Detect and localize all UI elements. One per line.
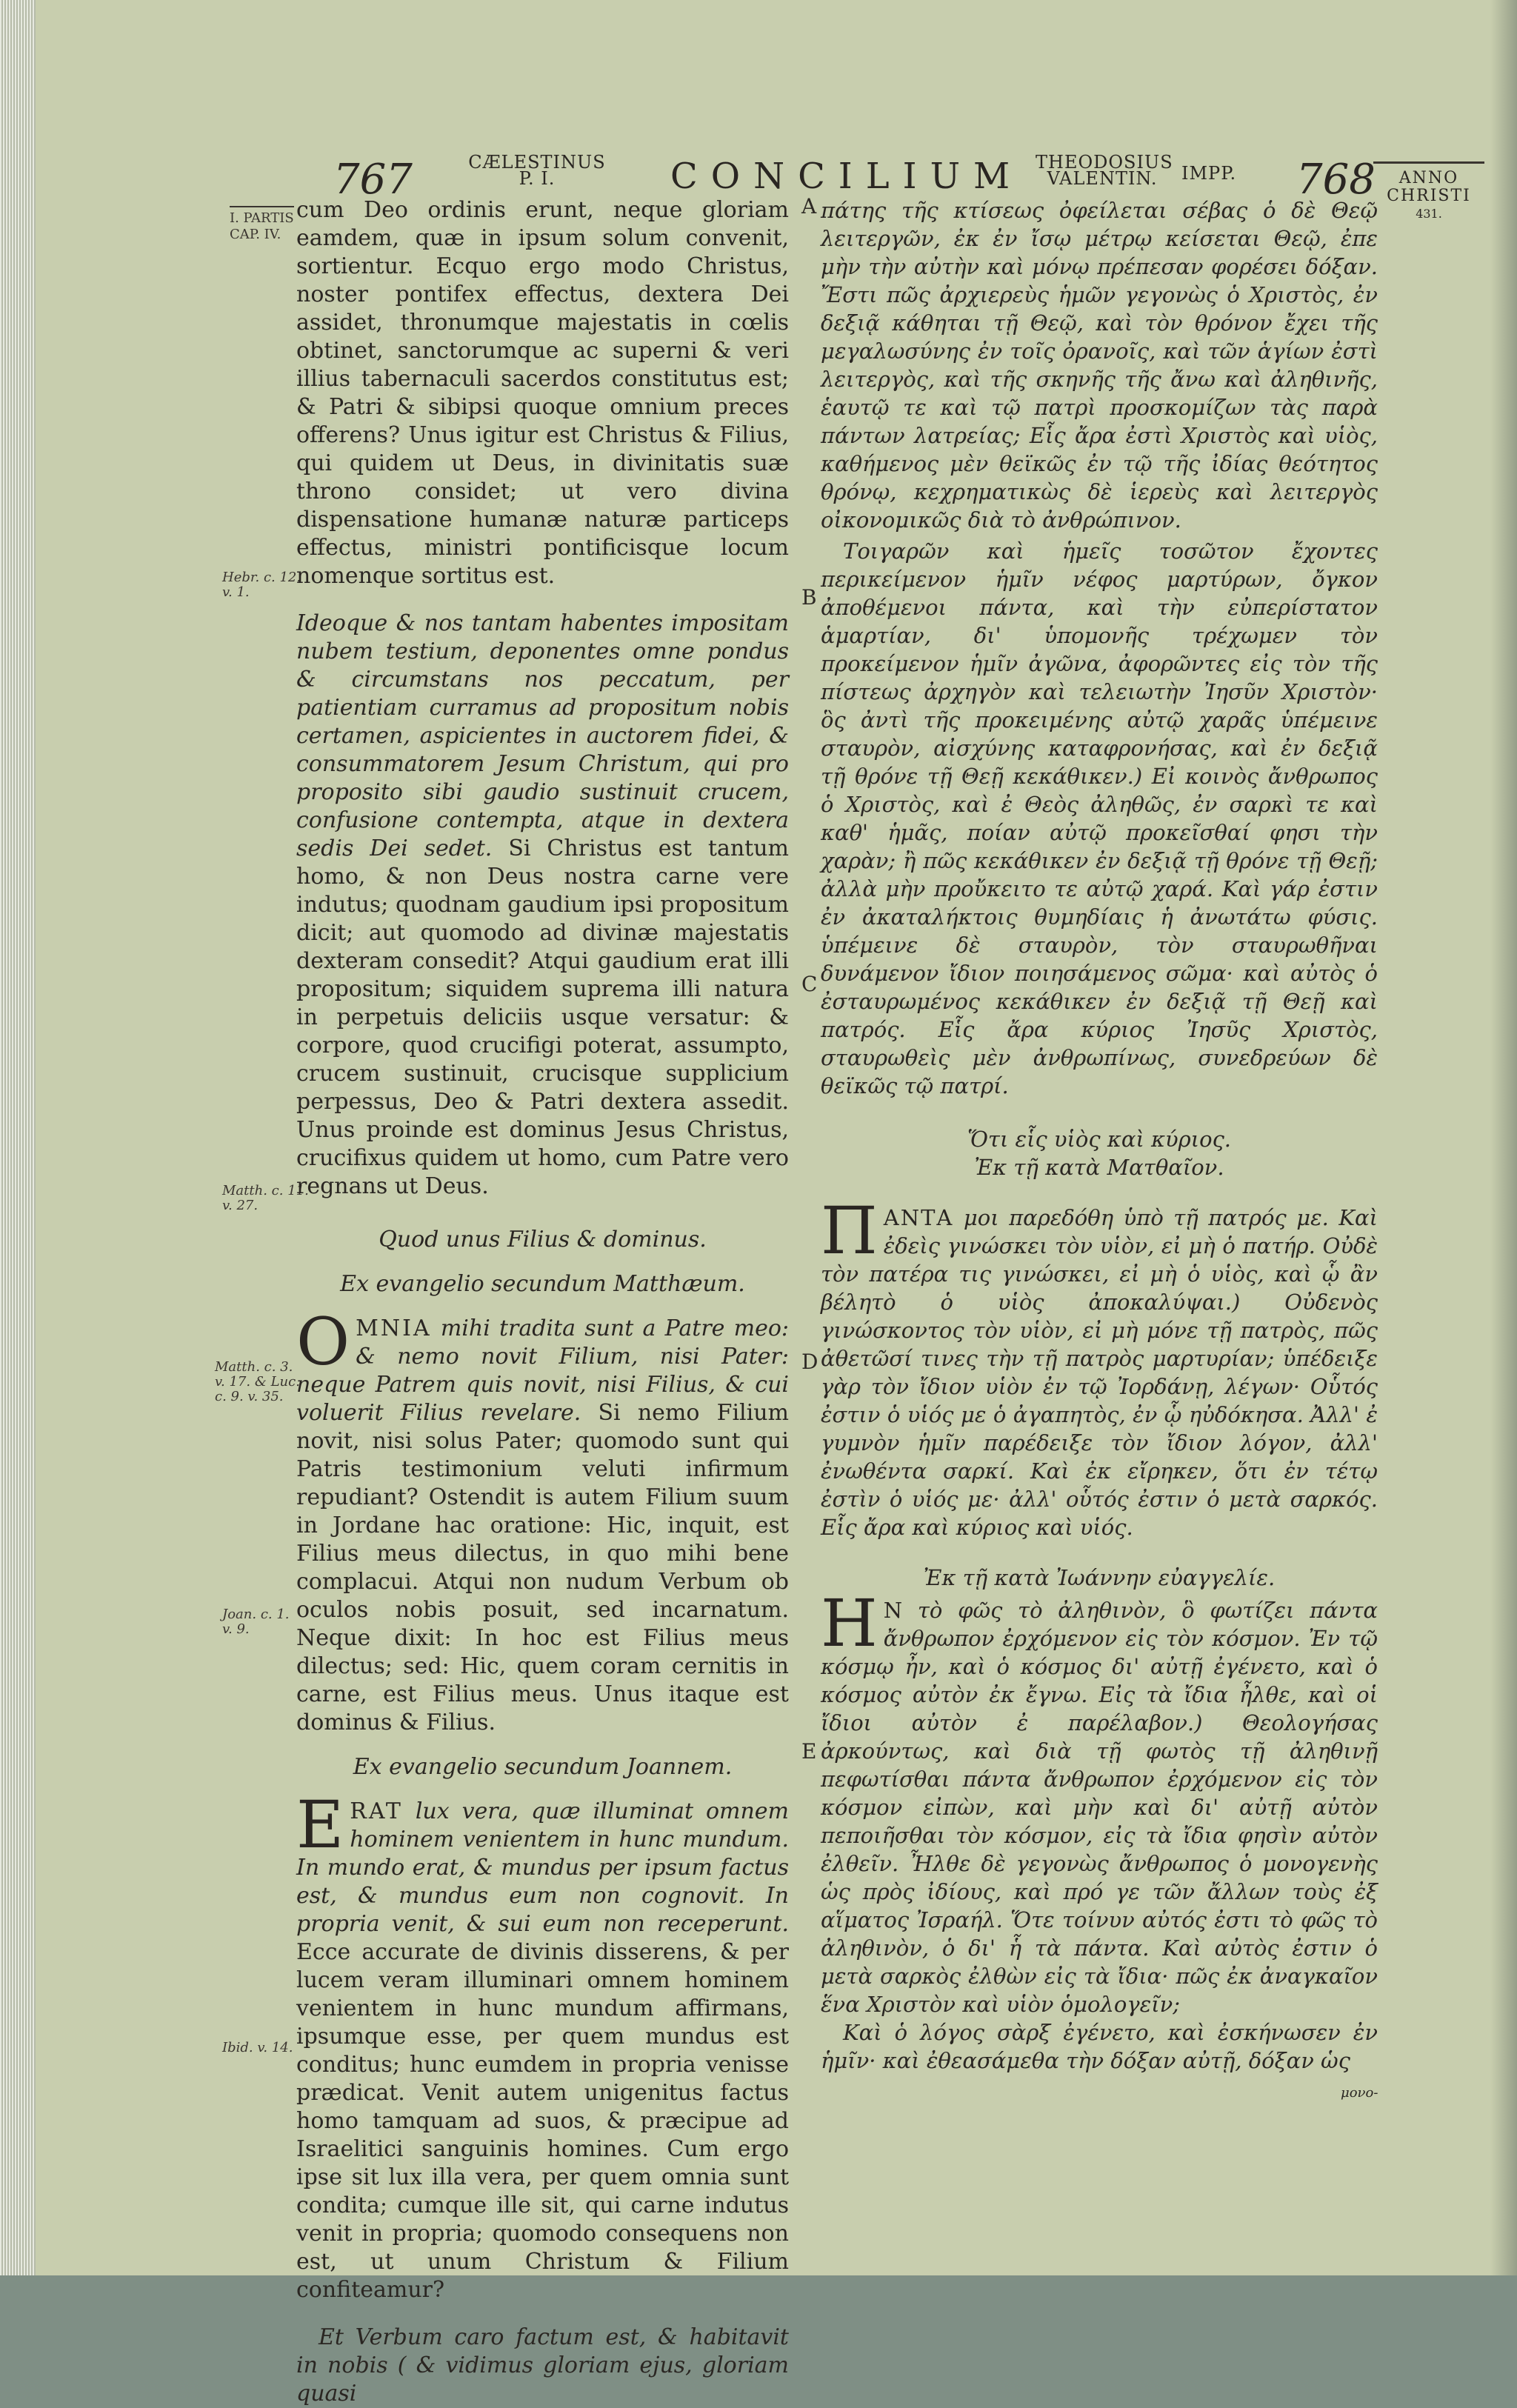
greek-dropcap-pi: Π <box>821 1193 878 1269</box>
left-page-number: 767 <box>333 156 413 204</box>
page-stack-edge <box>0 0 36 2275</box>
latin-dropcap-o: O <box>296 1304 350 1380</box>
right-running-suffix: IMPP. <box>1181 163 1237 184</box>
latin-paragraph-4 <box>296 1787 789 2304</box>
greek-first-word-panta: ΑΝΤΑ <box>883 1205 954 1230</box>
greek-heading-unus-filius: Ὅτι εἷς υἱὸς καὶ κύριος. <box>967 1127 1232 1152</box>
column-letter-d: D <box>801 1350 818 1374</box>
greek-paragraph-3 <box>821 1193 1378 1541</box>
latin-paragraph-3 <box>296 1304 789 1737</box>
center-title: CONCILIUM <box>670 156 1024 197</box>
greek-commentary-3: μοι παρεδόθη ὑπὸ τῇ πατρός με. Καὶ ἐδεὶς γινώσκει τὸν υἱὸν, εἰ μὴ ὁ πατήρ. Οὐδὲ τὸν πατέρα τις γινώσκει, εἰ μὴ ὁ υἱὸς, καὶ ᾧ ἂν βέλητὸ ὁ υἱὸς ἀποκαλύψαι.) Οὐδενὸς γινώσκοντος τὸν υἱὸν, εἰ μὴ μόνε τῇ πατρὸς, πῶς ἀθετῶσί τινες τὴν τῇ πατρὸς μαρτυρίαν; ὑπέδειξε γὰρ τὸν ἴδιον υἱὸν ἐν τῷ Ἰορδάνῃ, λέγων· Οὗτός ἐστιν ὁ υἱός με ὁ ἀγαπητὸς, ἐν ᾧ ηὐδόκησα. Ἀλλ' ἐ γυμνὸν ἡμῖν παρέδειξε τὸν ἴδιον λόγον, ἀλλ' ἐνωθέντα σαρκί. Καὶ ἐκ εἴρηκεν, ὅτι ἐν τέτῳ ἐστὶν ὁ υἱός με· ἀλλ' οὗτός ἐστιν ὁ μετὰ σαρκός. Εἷς ἄρα καὶ κύριος καὶ υἱός. <box>821 1205 1378 1540</box>
anno-label: ANNO CHRISTI <box>1387 169 1471 205</box>
margin-note-matth-3: Matth. c. 3. v. 17. & Luc. c. 9. v. 35. <box>215 1359 300 1404</box>
latin-heading-joannem: Ex evangelio secundum Joannem. <box>353 1754 733 1780</box>
margin-note-matth-11: Matth. c. 11. v. 27. <box>222 1183 309 1213</box>
latin-dropcap-e: E <box>296 1787 344 1863</box>
latin-heading-unus-filius: Quod unus Filius & dominus. <box>379 1227 707 1253</box>
margin-note-joan: Joan. c. 1. v. 9. <box>222 1607 290 1637</box>
greek-column <box>821 196 1378 2075</box>
latin-first-word-omnia: MNIA <box>356 1315 432 1341</box>
section-reference: I. PARTIS CAP. IV. <box>230 206 294 243</box>
anno-year: 431. <box>1416 207 1442 221</box>
latin-quote-joan: lux vera, quæ illuminat omnem hominem venientem in hunc mundum. In mundo erat, & mundus per ipsum factus est, & mundus eum non cognovit. In propria venit, & sui eum non receperunt. <box>296 1798 789 1937</box>
latin-paragraph-5: Et Verbum caro factum est, & habitavit in nobis ( & vidimus gloriam ejus, gloriam quasi <box>296 2324 789 2407</box>
page-shadow <box>1490 0 1517 2275</box>
greek-first-word-en: Ν <box>883 1598 903 1623</box>
latin-commentary-3: Si nemo Filium novit, nisi solus Pater; quomodo sunt qui Patris testimonium veluti infirmum repudiant? Ostendit is autem Filium suum in Jordane hac oratione: Hic, inquit, est Filius meus dilectus, in quo mihi bene complacui. Atqui non nudum Verbum ob oculos nobis posuit, sed incarnatum. Neque dixit: In hoc est Filius meus dilectus; sed: Hic, quem coram cernitis in carne, est Filius meus. Unus itaque est dominus & Filius. <box>296 1400 789 1735</box>
margin-note-hebr: Hebr. c. 12. v. 1. <box>222 570 301 600</box>
column-letter-b: B <box>801 585 817 610</box>
anno-box <box>1373 161 1484 223</box>
latin-column <box>296 196 789 2408</box>
latin-quote-matth: mihi tradita sunt a Patre meo: & nemo novit Filium, nisi Pater: neque Patrem quis novit, nisi Filius, & cui voluerit Filius revelare. <box>296 1315 789 1426</box>
greek-heading-matthaeum: Ἐκ τῇ κατὰ Ματθαῖον. <box>974 1155 1224 1180</box>
latin-heading-matthaeum: Ex evangelio secundum Matthæum. <box>340 1271 745 1297</box>
greek-heading-joannem: Ἐκ τῇ κατὰ Ἰωάννην εὐαγγελίε. <box>923 1565 1276 1590</box>
column-letter-e: E <box>801 1739 817 1764</box>
latin-first-word-erat: RAT <box>350 1798 403 1824</box>
greek-paragraph-2: Τοιγαρῶν καὶ ἡμεῖς τοσῶτον ἔχοντες περικείμενον ἡμῖν νέφος μαρτύρων, ὄγκον ἀποθέμενοι πάντα, καὶ τὴν εὐπερίστατον ἁμαρτίαν, δι' ὑπομονῆς τρέχωμεν τὸν προκείμενον ἡμῖν ἀγῶνα, ἀφορῶντες εἰς τὸν τῆς πίστεως ἀρχηγὸν καὶ τελειωτὴν Ἰησῦν Χριστὸν· ὃς ἀντὶ τῆς προκειμένης αὐτῷ χαρᾶς ὑπέμεινε σταυρὸν, αἰσχύνης καταφρονήσας, καὶ ἐν δεξιᾷ τῇ θρόνε τῇ Θεῇ κεκάθικεν.) Εἰ κοινὸς ἄνθρωπος ὁ Χριστὸς, καὶ ἐ Θεὸς ἀληθῶς, ἐν σαρκὶ τε καὶ καθ' ἡμᾶς, ποίαν αὐτῷ προκεῖσθαί φησι τὴν χαρὰν; ἢ πῶς κεκάθικεν ἐν δεξιᾷ τῇ θρόνε τῇ Θεῇ; ἀλλὰ μὴν προὔκειτο τε αὐτῷ χαρά. Καὶ γάρ ἐστιν ἐν ἀκαταλήκτοις θυμηδίαις ἡ ἀνωτάτω φύσις. ὑπέμεινε δὲ σταυρὸν, τὸν σταυρωθῆναι δυνάμενον ἴδιον ποιησάμενος σῶμα· καὶ αὐτὸς ὁ ἐσταυρωμένος κεκάθικεν ἐν δεξιᾷ τῇ Θεῇ καὶ πατρός. Εἷς ἄρα κύριος Ἰησῦς Χριστὸς, σταυρωθεὶς μὲν ἀνθρωπίνως, συνεδρεύων δὲ θεϊκῶς τῷ πατρί. <box>821 538 1378 1098</box>
left-running-head: CÆLESTINUS P. I. <box>468 152 606 189</box>
right-running-head: THEODOSIUS VALENTIN. <box>1036 152 1173 189</box>
latin-quote-hebr: Ideoque & nos tantam habentes impositam nubem testium, deponentes omne pondus & circumstans nos peccatum, per patientiam curramus ad propositum nobis certamen, aspicientes in auctorem fidei, & consummatorem Jesum Christum, qui pro proposito sibi gaudio sustinuit crucem, confusione contempta, atque in dextera sedis Dei sedet. <box>296 610 789 861</box>
right-page-number: 768 <box>1296 156 1376 204</box>
greek-paragraph-1: πάτης τῆς κτίσεως ὀφείλεται σέβας ὁ δὲ Θεῷ λειτεργῶν, ἐκ ἐν ἴσῳ μέτρῳ κείσεται Θεῷ, ἐπε μὴν τὴν αὐτὴν καὶ μόνῳ πρέπεσαν φορέσει δόξαν. Ἔστι πῶς ἀρχιερεὺς ἡμῶν γεγονὼς ὁ Χριστὸς, ἐν δεξιᾷ κάθηται τῇ Θεῷ, καὶ τὸν θρόνον ἔχει τῆς μεγαλωσύνης ἐν τοῖς ὀρανοῖς, καὶ τῶν ἁγίων ἐστὶ λειτεργὸς, καὶ τῆς σκηνῆς τῆς ἄνω καὶ ἀληθινῆς, ἑαυτῷ τε καὶ τῷ πατρὶ προσκομίζων τὰς παρὰ πάντων λατρείας; Εἷς ἄρα ἐστὶ Χριστὸς καὶ υἱὸς, καθήμενος μὲν θεϊκῶς ἐν τῷ τῆς ἰδίας θεότητος θρόνῳ, κεχρηματικὼς δὲ ἱερεὺς καὶ λειτεργὸς οἰκονομικῶς διὰ τὸ ἀνθρώπινον. <box>821 198 1378 533</box>
latin-paragraph-1: cum Deo ordinis erunt, neque gloriam eamdem, quæ in ipsum solum convenit, sortientur. Ecquo ergo modo Christus, noster pontifex effectus, dextera Dei assidet, thronumque majestatis in cœlis obtinet, sanctorumque ac superni & veri illius tabernaculi sacerdos constitutus est; & Patri & sibipsi quoque omnium preces offerens? Unus igitur est Christus & Filius, qui quidem ut Deus, in divinitatis suæ throno considet; ut vero divina dispensatione humanæ naturæ particeps effectus, ministri pontificisque locum nomenque sortitus est. <box>296 197 789 589</box>
column-letter-c: C <box>801 972 818 996</box>
margin-note-ibid: Ibid. v. 14. <box>222 2040 293 2055</box>
greek-commentary-4: τὸ φῶς τὸ ἀληθινὸν, ὃ φωτίζει πάντα ἄνθρωπον ἐρχόμενον εἰς τὸν κόσμον. Ἐν τῷ κόσμῳ ἦν, καὶ ὁ κόσμος δι' αὐτῇ ἐγένετο, καὶ ὁ κόσμος αὐτὸν ἐκ ἔγνω. Εἰς τὰ ἴδια ἦλθε, καὶ οἱ ἴδιοι αὐτὸν ἐ παρέλαβον.) Θεολογήσας ἀρκούντως, καὶ διὰ τῇ φωτὸς τῇ ἀληθινῇ πεφωτίσθαι πάντα ἄνθρωπον ἐρχόμενον εἰς τὸν κόσμον εἰπὼν, καὶ μὴν καὶ δι' αὐτῇ αὐτὸν πεποιῆσθαι τὸν κόσμον, εἰς τὰ ἴδια φησὶν αὐτὸν ἐλθεῖν. Ἦλθε δὲ γεγονὼς ἄνθρωπος ὁ μονογενὴς ὡς πρὸς ἰδίους, καὶ πρό γε τῶν ἄλλων τοὺς ἐξ αἵματος Ἰσραήλ. Ὅτε τοίνυν αὐτός ἐστι τὸ φῶς τὸ ἀληθινὸν, ὁ δι' ἧ τὰ πάντα. Καὶ αὐτὸς ἐστιν ὁ μετὰ σαρκὸς ἐλθὼν εἰς τὰ ἴδια· πῶς ἐκ ἀναγκαῖον ἕνα Χριστὸν καὶ υἱὸν ὁμολογεῖν; <box>821 1598 1378 2017</box>
latin-commentary-2: Si Christus est tantum homo, & non Deus nostra carne vere indutus; quodnam gaudium ipsi propositum dicit; aut quomodo ad divinæ majestatis dexteram consedit? Atqui gaudium erat illi propositum; siquidem suprema illi natura in perpetuis deliciis usque versatur: & corpore, quod crucifigi poterat, assumpto, crucem sustinuit, crucisque supplicium perpessus, Deo & Patri dextera assedit. Unus proinde est dominus Jesus Christus, crucifixus quidem ut homo, cum Patre vero regnans ut Deus. <box>296 836 789 1199</box>
latin-commentary-4: Ecce accurate de divinis disserens, & per lucem veram illuminari omnem hominem venientem in hunc mundum affirmans, ipsumque esse, per quem mundus est conditus; hunc eumdem in propria venisse prædicat. Venit autem unigenitus factus homo tamquam ad suos, & præcipue ad Israelitici sanguinis homines. Cum ergo ipse sit lux illa vera, per quem omnia sunt condita; cumque ille sit, qui carne indutus venit in propria; quomodo consequens non est, ut unum Christum & Filium confiteamur? <box>296 1939 789 2303</box>
catchword: μονο- <box>1341 2085 1378 2101</box>
greek-paragraph-4 <box>821 1585 1378 2018</box>
greek-dropcap-eta: Η <box>821 1585 878 1661</box>
column-letter-a: A <box>801 194 817 219</box>
latin-paragraph-2 <box>296 610 789 1201</box>
greek-paragraph-5: Καὶ ὁ λόγος σὰρξ ἐγένετο, καὶ ἐσκήνωσεν ἐν ἡμῖν· καὶ ἐθεασάμεθα τὴν δόξαν αὐτῇ, δόξαν ὡς <box>821 2020 1378 2073</box>
